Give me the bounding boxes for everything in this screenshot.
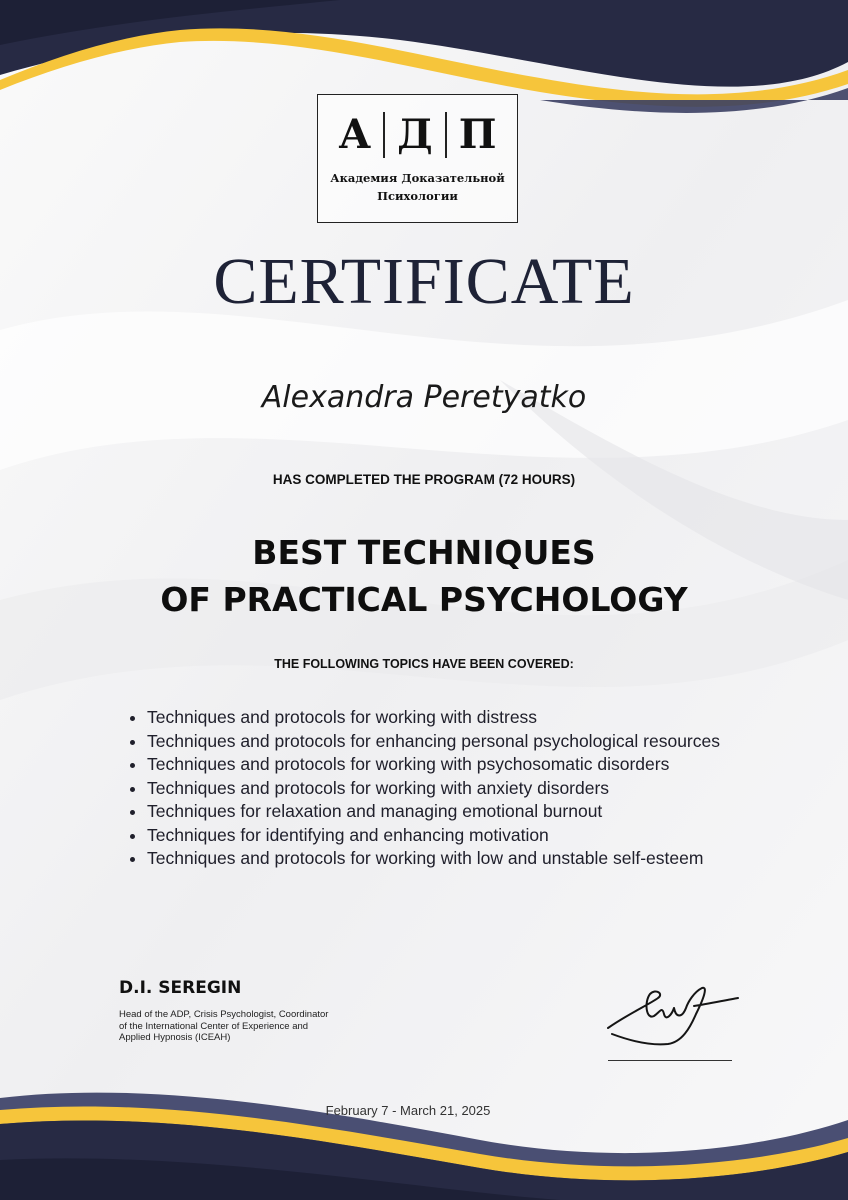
academy-logo bbox=[317, 94, 518, 223]
topics-list bbox=[129, 706, 747, 871]
signature-line bbox=[608, 1060, 732, 1061]
list-item: • Techniques for identifying and enhancing motivation bbox=[147, 824, 747, 848]
program-title-line2: OF PRACTICAL PSYCHOLOGY bbox=[160, 580, 688, 619]
program-dates: February 7 - March 21, 2025 bbox=[325, 1103, 491, 1118]
logo-subtitle-line1: Академия Доказательной bbox=[330, 171, 505, 185]
logo-letter: А bbox=[338, 111, 372, 158]
logo-letter: П bbox=[458, 111, 497, 158]
logo-subtitle bbox=[318, 169, 517, 205]
list-item: • Techniques and protocols for enhancing personal psychological resources bbox=[147, 730, 747, 754]
certificate-title: CERTIFICATE bbox=[213, 245, 635, 318]
logo-divider bbox=[445, 112, 447, 158]
recipient-name: Alexandra Peretyatko bbox=[261, 380, 587, 415]
logo-letter: Д bbox=[397, 111, 433, 158]
logo-subtitle-line2: Психологии bbox=[377, 189, 458, 203]
list-item: • Techniques for relaxation and managing emotional burnout bbox=[147, 800, 747, 824]
completion-statement: HAS COMPLETED THE PROGRAM (72 HOURS) bbox=[272, 472, 576, 487]
handwritten-signature bbox=[598, 984, 743, 1048]
program-title bbox=[0, 529, 848, 623]
topics-heading: THE FOLLOWING TOPICS HAVE BEEN COVERED: bbox=[274, 657, 574, 671]
signer-role: Head of the ADP, Crisis Psychologist, Coordinator of the International Center of Experience and Applied Hypnosis (ICEAH) bbox=[119, 1009, 329, 1043]
list-item: • Techniques and protocols for working with anxiety disorders bbox=[147, 777, 747, 801]
logo-divider bbox=[383, 112, 385, 158]
program-title-line1: BEST TECHNIQUES bbox=[252, 533, 596, 572]
list-item: • Techniques and protocols for working with psychosomatic disorders bbox=[147, 753, 747, 777]
list-item: • Techniques and protocols for working with distress bbox=[147, 706, 747, 730]
signer-name: D.I. SEREGIN bbox=[119, 978, 242, 998]
list-item: • Techniques and protocols for working with low and unstable self-esteem bbox=[147, 847, 747, 871]
logo-letters bbox=[318, 111, 517, 159]
